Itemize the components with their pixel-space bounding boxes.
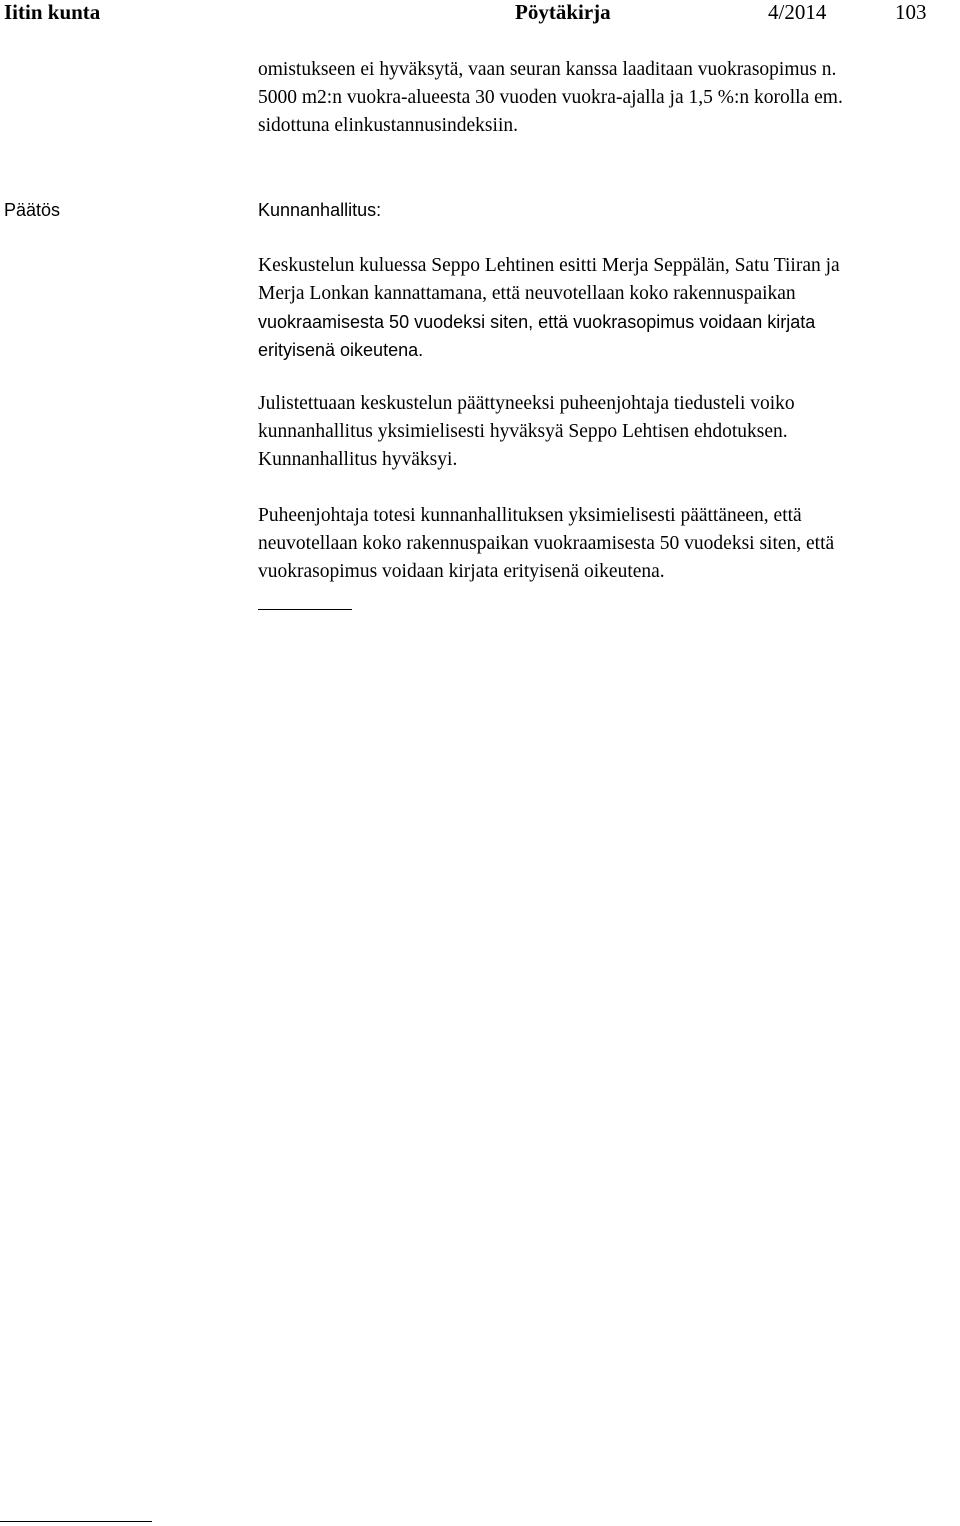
text-line: 5000 m2:n vuokra-alueesta 30 vuoden vuokra-ajalla ja 1,5 %:n korolla em.: [258, 87, 843, 108]
text-line: neuvotellaan koko rakennuspaikan vuokraamisesta 50 vuodeksi siten, että: [258, 533, 835, 554]
document-type: Pöytäkirja: [515, 0, 611, 24]
decision-label: Päätös: [4, 200, 61, 220]
text-line: Puheenjohtaja totesi kunnanhallituksen yksimielisesti päättäneen, että: [258, 505, 802, 526]
section-end-rule: [258, 609, 352, 610]
text-line: vuokrasopimus voidaan kirjata erityisenä oikeutena.: [258, 561, 665, 582]
decision-paragraph-1: [258, 252, 958, 364]
footer-rule: [0, 1521, 152, 1522]
issue-number: 4/2014: [768, 0, 827, 24]
text-line: Julistettuaan keskustelun päättyneeksi puheenjohtaja tiedusteli voiko: [258, 393, 795, 414]
decision-paragraph-3: [258, 502, 958, 586]
decision-body-name: Kunnanhallitus:: [258, 200, 382, 220]
text-line: erityisenä oikeutena.: [258, 340, 424, 360]
municipality-name: Iitin kunta: [4, 0, 101, 24]
text-line: omistukseen ei hyväksytä, vaan seuran kanssa laaditaan vuokrasopimus n.: [258, 59, 837, 80]
text-line: Keskustelun kuluessa Seppo Lehtinen esitti Merja Seppälän, Satu Tiiran ja: [258, 255, 840, 276]
text-line: Merja Lonkan kannattamana, että neuvotellaan koko rakennuspaikan: [258, 283, 796, 304]
text-line: kunnanhallitus yksimielisesti hyväksyä Seppo Lehtisen ehdotuksen.: [258, 421, 788, 442]
continuation-paragraph: [258, 56, 958, 140]
text-line: Kunnanhallitus hyväksyi.: [258, 449, 458, 470]
decision-paragraph-2: [258, 390, 958, 474]
page-number: 103: [895, 0, 927, 24]
text-line: vuokraamisesta 50 vuodeksi siten, että vuokrasopimus voidaan kirjata: [258, 312, 816, 332]
text-line: sidottuna elinkustannusindeksiin.: [258, 115, 518, 136]
